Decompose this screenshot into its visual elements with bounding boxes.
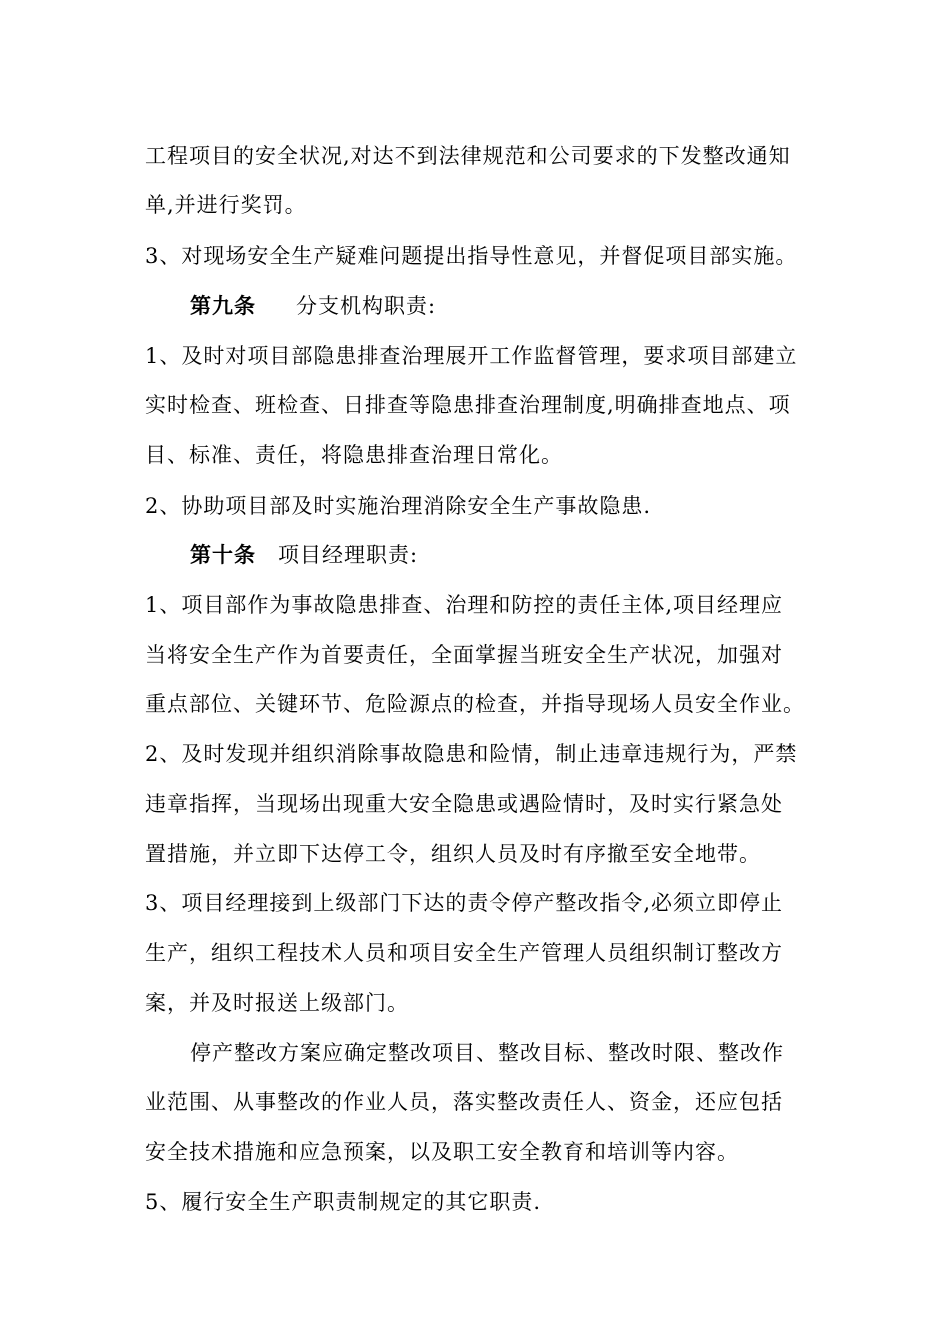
paragraph-line: 违章指挥，当现场出现重大安全隐患或遇险情时，及时实行紧急处 — [145, 792, 783, 816]
paragraph-line: 当将安全生产作为首要责任，全面掌握当班安全生产状况，加强对 — [145, 643, 783, 667]
paragraph-line: 3、对现场安全生产疑难问题提出指导性意见，并督促项目部实施。 — [145, 244, 798, 268]
paragraph-line: 重点部位、关键环节、危险源点的检查，并指导现场人员安全作业。 — [145, 692, 805, 716]
paragraph-line: 置措施，并立即下达停工令，组织人员及时有序撤至安全地带。 — [145, 842, 761, 866]
paragraph-line: 停产整改方案应确定整改项目、整改目标、整改时限、整改作 — [190, 1041, 784, 1065]
article-9-label: 第九条 — [190, 293, 256, 318]
article-9-heading — [190, 290, 870, 320]
paragraph-line: 业范围、从事整改的作业人员，落实整改责任人、资金，还应包括 — [145, 1090, 783, 1114]
article-10-heading — [190, 539, 870, 569]
paragraph-line: 1、及时对项目部隐患排查治理展开工作监督管理，要求项目部建立 — [145, 344, 798, 368]
paragraph-line: 3、项目经理接到上级部门下达的责令停产整改指令,必须立即停止 — [145, 891, 784, 915]
article-9-title: 分支机构职责: — [296, 294, 437, 318]
article-10-label: 第十条 — [190, 542, 256, 567]
paragraph-line: 2、协助项目部及时实施治理消除安全生产事故隐患. — [145, 494, 652, 518]
paragraph-line: 目、标准、责任，将隐患排查治理日常化。 — [145, 443, 563, 467]
paragraph-line: 生产，组织工程技术人员和项目安全生产管理人员组织制订整改方 — [145, 941, 783, 965]
paragraph-line: 安全技术措施和应急预案，以及职工安全教育和培训等内容。 — [145, 1140, 739, 1164]
paragraph-line: 工程项目的安全状况,对达不到法律规范和公司要求的下发整改通知 — [145, 144, 791, 168]
paragraph-line: 1、项目部作为事故隐患排查、治理和防控的责任主体,项目经理应 — [145, 593, 784, 617]
paragraph-line: 案，并及时报送上级部门。 — [145, 991, 409, 1015]
paragraph-line: 实时检查、班检查、日排查等隐患排查治理制度,明确排查地点、项 — [145, 393, 791, 417]
paragraph-line: 单,并进行奖罚。 — [145, 193, 307, 217]
paragraph-line: 2、及时发现并组织消除事故隐患和险情，制止违章违规行为，严禁 — [145, 742, 798, 766]
article-10-title: 项目经理职责: — [278, 543, 419, 567]
paragraph-line: 5、履行安全生产职责制规定的其它职责. — [145, 1190, 542, 1214]
